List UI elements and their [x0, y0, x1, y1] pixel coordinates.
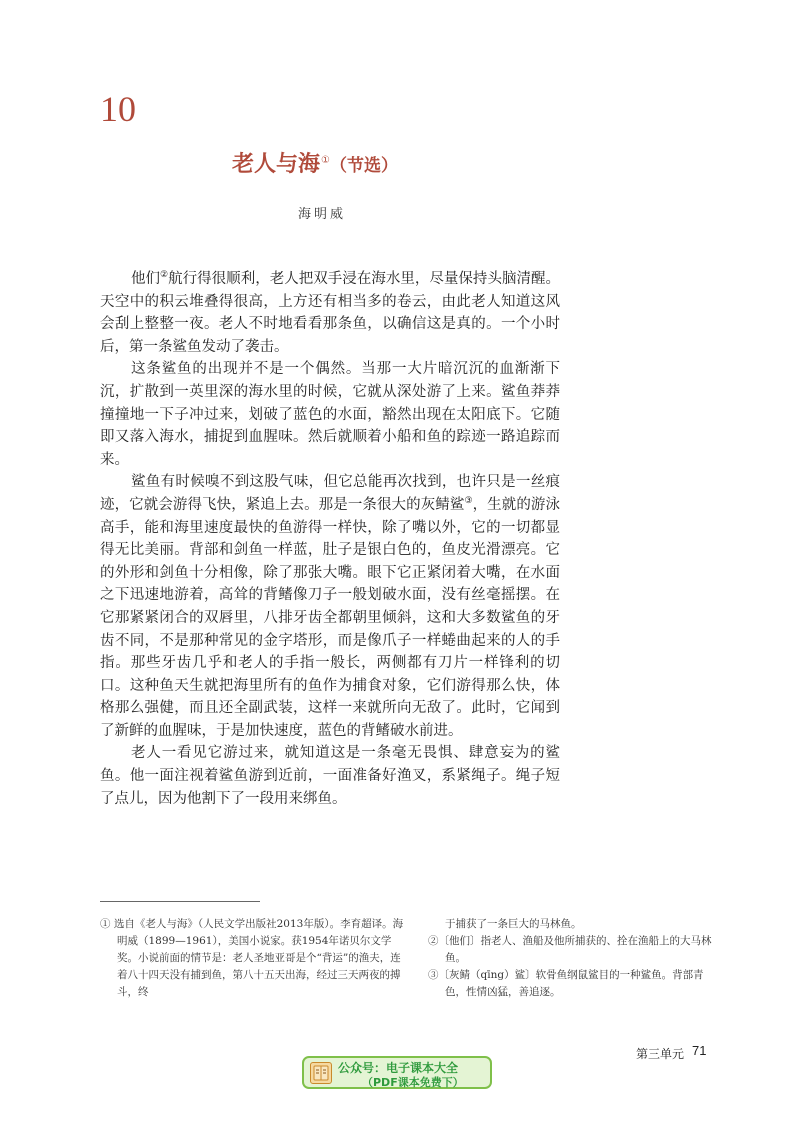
- paragraph-text: 他们: [131, 271, 161, 287]
- paragraph-1: [100, 268, 560, 358]
- footnotes-left-column: [100, 916, 405, 1001]
- footnote-1-mark: ①: [100, 918, 111, 930]
- footnote-3: [428, 967, 718, 1001]
- footnote-2-mark: ②: [428, 935, 439, 947]
- title-footnote-mark[interactable]: ①: [321, 154, 330, 166]
- footnote-3-mark: ③: [428, 969, 439, 981]
- unit-label: 第三单元: [636, 1047, 685, 1061]
- paragraph-4: [100, 742, 560, 810]
- lesson-number: 10: [100, 89, 136, 129]
- watermark-line-1: 公众号：电子课本大全: [338, 1061, 459, 1075]
- paragraph-2: [100, 358, 560, 471]
- footnote-mark-2[interactable]: ②: [160, 270, 169, 281]
- footnote-2-text: 〔他们〕指老人、渔船及他所捕获的、拴在渔船上的大马林鱼。: [438, 935, 712, 964]
- title-main: 老人与海: [232, 152, 321, 177]
- footnote-mark-3[interactable]: ③: [464, 496, 473, 507]
- paragraph-text: 鲨鱼有时候嗅不到这股气味，但它总能再次找到，也许只是一丝痕迹，它就会游得飞快，紧追上去。那是一条很大的灰鲭鲨: [100, 474, 560, 513]
- paragraph-text: ，生就的游泳高手，能和海里速度最快的鱼游得一样快，除了嘴以外，它的一切都显得无比美丽。背部和剑鱼一样蓝，肚子是银白色的，鱼皮光滑漂亮。它的外形和剑鱼十分相像，除了那张大嘴。眼下它正紧闭着大嘴，在水面之下迅速地游着，高耸的背鳍像刀子一般划破水面，没有丝毫摇摆。在它那紧紧闭合的双唇里，八排牙齿全都朝里倾斜，这和大多数鲨鱼的牙齿不同，不是那种常见的金字塔形，而是像爪子一样蜷曲起来的人的手指。那些牙齿几乎和老人的手指一般长，两侧都有刀片一样锋利的切口。这种鱼天生就把海里所有的鱼作为捕食对象，它们游得那么快，体格那么强健，而且还全副武装，这样一来就所向无敌了。此时，它闻到了新鲜的血腥味，于是加快速度，蓝色的背鳍破水前进。: [100, 496, 560, 739]
- paragraph-text: 老人一看见它游过来，就知道这是一条毫无畏惧、肆意妄为的鲨鱼。他一面注视着鲨鱼游到近前，一面准备好渔叉，系紧绳子。绳子短了点儿，因为他割下了一段用来绑鱼。: [100, 745, 560, 807]
- paragraph-text: 这条鲨鱼的出现并不是一个偶然。当那一大片暗沉沉的血渐渐下沉，扩散到一英里深的海水里的时候，它就从深处游了上来。鲨鱼莽莽撞撞地一下子冲过来，划破了蓝色的水面，豁然出现在太阳底下。它随即又落入海水，捕捉到血腥味。然后就顺着小船和鱼的踪迹一路追踪而来。: [100, 361, 560, 468]
- footnote-2: [428, 933, 718, 967]
- footnote-1: [100, 916, 405, 1001]
- footnote-1-text: 选自《老人与海》（人民文学出版社2013年版）。李育超译。海明威（1899—1961），美国小说家。获1954年诺贝尔文学奖。小说前面的情节是：老人圣地亚哥是个“背运”的渔夫，连着八十四天没有捕到鱼，第八十五天出海，经过三天两夜的搏斗，终: [113, 918, 404, 998]
- paragraph-3: [100, 471, 560, 742]
- page-title: [232, 147, 398, 178]
- title-subtitle: （节选）: [329, 156, 398, 176]
- watermark-line-2: （PDF课本免费下）: [362, 1076, 464, 1089]
- author-name: 海明威: [298, 207, 347, 222]
- article-body: [100, 268, 560, 810]
- footnotes-right-column: [428, 916, 718, 1001]
- paragraph-text: 航行得很顺利，老人把双手浸在海水里，尽量保持头脑清醒。天空中的积云堆叠得很高，上方还有相当多的卷云，由此老人知道这风会刮上整整一夜。老人不时地看看那条鱼，以确信这是真的。一个小时后，第一条鲨鱼发动了袭击。: [100, 271, 561, 355]
- footnote-3-text: 〔灰鲭（qīng）鲨〕软骨鱼纲鼠鲨目的一种鲨鱼。背部青色，性情凶猛，善追逐。: [438, 969, 704, 998]
- footnote-1-continuation: 于捕获了一条巨大的马林鱼。: [445, 918, 582, 930]
- book-icon: [310, 1062, 332, 1084]
- footnote-divider: [100, 901, 260, 902]
- watermark-badge[interactable]: [302, 1056, 492, 1089]
- page-number: 71: [692, 1043, 707, 1058]
